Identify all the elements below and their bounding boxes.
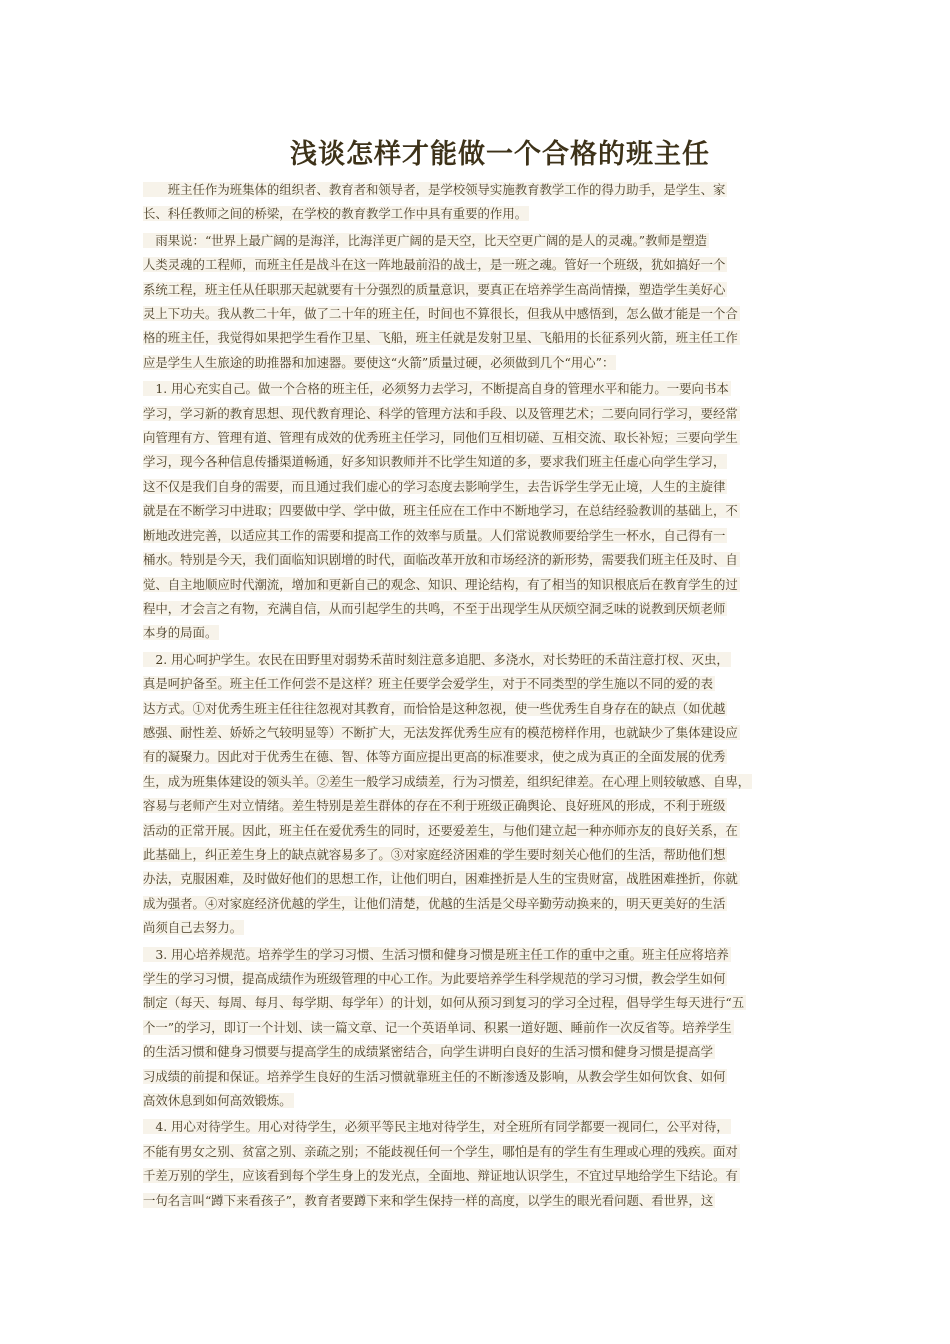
paragraph	[143, 229, 813, 375]
paragraph-line: 不能有男女之别、贫富之别、亲疏之别；不能歧视任何一个学生，哪怕是有的学生有生理或心理的残疾。面对	[143, 1143, 738, 1159]
paragraph-line: 就是在不断学习中进取；四要做中学、学中做，班主任应在工作中不断地学习，在总结经验教训的基础上，不	[143, 503, 738, 519]
paragraph-line: 个一”的学习，即订一个计划、读一篇文章、记一个英语单词、积累一道好题、睡前作一次反省等。培养学生	[143, 1019, 732, 1035]
paragraph-line: 觉、自主地顺应时代潮流，增加和更新自己的观念、知识、理论结构，有了相当的知识根底后在教育学生的过	[143, 576, 738, 592]
paragraph	[143, 178, 813, 227]
paragraph-line: 格的班主任，我觉得如果把学生看作卫星、飞船，班主任就是发射卫星、飞船用的长征系列火箭，班主任工作	[143, 330, 738, 346]
paragraph-line: 活动的正常开展。因此，班主任在爱优秀生的同时，还要爱差生，与他们建立起一种亦师亦友的良好关系，在	[143, 822, 738, 838]
paragraph-line: 尚须自己去努力。	[143, 920, 243, 936]
paragraph-line: 感强、耐性差、娇娇之气较明显等）不断扩大，无法发挥优秀生应有的模范榜样作用，也就缺少了集体建设应	[143, 724, 738, 740]
paragraph-line: 一句名言叫“蹲下来看孩子”，教育者要蹲下来和学生保持一样的高度，以学生的眼光看问题、看世界，这	[143, 1192, 714, 1208]
paragraph-line: 办法，克服困难，及时做好他们的思想工作，让他们明白，困难挫折是人生的宝贵财富，战胜困难挫折，你就	[143, 871, 738, 887]
paragraph-line: 桶水。特别是今天，我们面临知识剧增的时代，面临改革开放和市场经济的新形势，需要我们班主任及时、自	[143, 552, 738, 568]
paragraph-line: 4. 用心对待学生。用心对待学生，必须平等民主地对待学生，对全班所有同学都要一视同仁，公平对待，	[143, 1119, 729, 1135]
document-title: 浅谈怎样才能做一个合格的班主任	[290, 139, 710, 170]
paragraph-line: 本身的局面。	[143, 625, 218, 641]
paragraph-line: 此基础上，纠正差生身上的缺点就容易多了。③对家庭经济困难的学生要时刻关心他们的生活，帮助他们想	[143, 846, 726, 862]
paragraph	[143, 648, 813, 941]
paragraph-line: 习成绩的前提和保证。培养学生良好的生活习惯就靠班主任的不断渗透及影响，从教会学生如何饮食、如何	[143, 1068, 726, 1084]
paragraph-line: 应是学生人生旅途的助推器和加速器。要使这“火箭”质量过硬，必须做到几个“用心”：	[143, 354, 615, 370]
document-body	[143, 178, 813, 1213]
paragraph-line: 学生的学习习惯，提高成绩作为班级管理的中心工作。为此要培养学生科学规范的学习习惯，教会学生如何	[143, 971, 726, 986]
paragraph-line: 人类灵魂的工程师，而班主任是战斗在这一阵地最前沿的战士，是一班之魂。管好一个班级，犹如搞好一个	[143, 257, 726, 273]
paragraph	[143, 943, 813, 1114]
paragraph-line: 有的凝聚力。因此对于优秀生在德、智、体等方面应提出更高的标准要求，使之成为真正的全面发展的优秀	[143, 749, 726, 765]
paragraph-line: 生，成为班集体建设的领头羊。②差生一般学习成绩差，行为习惯差，组织纪律差。在心理上则较敏感、自卑，	[143, 773, 751, 789]
paragraph-line: 真是呵护备至。班主任工作何尝不是这样？班主任要学会爱学生，对于不同类型的学生施以不同的爱的表	[143, 676, 713, 692]
paragraph-line: 断地改进完善，以适应其工作的需要和提高工作的效率与质量。人们常说教师要给学生一杯水，自己得有一	[143, 527, 726, 543]
paragraph-line: 这不仅是我们自身的需要，而且通过我们虚心的学习态度去影响学生，去告诉学生学无止境，人生的主旋律	[143, 478, 726, 494]
paragraph-line: 长、科任教师之间的桥梁，在学校的教育教学工作中具有重要的作用。	[143, 206, 528, 222]
paragraph-line: 学习，现今各种信息传播渠道畅通，好多知识教师并不比学生知道的多，要求我们班主任虚心向学生学习，	[143, 454, 726, 470]
paragraph-line: 高效休息到如何高效锻炼。	[143, 1093, 292, 1109]
paragraph-line: 达方式。①对优秀生班主任往往忽视对其教育，而恰恰是这种忽视，使一些优秀生自身存在的缺点（如优越	[143, 700, 726, 716]
paragraph-line: 3. 用心培养规范。培养学生的学习习惯、生活习惯和健身习惯是班主任工作的重中之重。班主任应将培养	[143, 946, 729, 962]
paragraph-line: 学习，学习新的教育思想、现代教育理论、科学的管理方法和手段、以及管理艺术；二要向同行学习，要经常	[143, 405, 738, 421]
paragraph-line: 成为强者。④对家庭经济优越的学生，让他们清楚，优越的生活是父母辛勤劳动换来的，明天更美好的生活	[143, 895, 726, 911]
paragraph-line: 向管理有方、管理有道、管理有成效的优秀班主任学习，同他们互相切磋、互相交流、取长补短；三要向学生	[143, 430, 738, 446]
paragraph-line: 1. 用心充实自己。做一个合格的班主任，必须努力去学习，不断提高自身的管理水平和能力。一要向书本	[143, 381, 729, 397]
paragraph-line: 容易与老师产生对立情绪。差生特别是差生群体的存在不利于班级正确舆论、良好班风的形成，不利于班级	[143, 798, 726, 814]
paragraph-line: 制定（每天、每周、每月、每学期、每学年）的计划，如何从预习到复习的学习全过程，倡导学生每天进行“五	[143, 995, 745, 1011]
paragraph	[143, 377, 813, 645]
paragraph-line: 千差万别的学生，应该看到每个学生身上的发光点，全面地、辩证地认识学生，不宜过早地给学生下结论。有	[143, 1168, 738, 1184]
paragraph	[143, 1115, 813, 1213]
paragraph-line: 的生活习惯和健身习惯要与提高学生的成绩紧密结合，向学生讲明白良好的生活习惯和健身习惯是提高学	[143, 1044, 713, 1060]
paragraph-line: 灵上下功夫。我从教二十年，做了二十年的班主任，时间也不算很长，但我从中感悟到，怎么做才能是一个合	[143, 306, 738, 322]
paragraph-line: 系统工程，班主任从任职那天起就要有十分强烈的质量意识，要真正在培养学生高尚情操，塑造学生美好心	[143, 281, 726, 297]
paragraph-line: 雨果说：“世界上最广阔的是海洋，比海洋更广阔的是天空，比天空更广阔的是人的灵魂。”教师是塑造	[143, 232, 708, 248]
paragraph-line: 2. 用心呵护学生。农民在田野里对弱势禾苗时刻注意多追肥、多浇水，对长势旺的禾苗注意打杈、灭虫，	[143, 651, 729, 667]
paragraph-line: 程中，才会言之有物，充满自信，从而引起学生的共鸣，不至于出现学生从厌烦空洞乏味的说教到厌烦老师	[143, 600, 726, 616]
paragraph-line: 班主任作为班集体的组织者、教育者和领导者，是学校领导实施教育教学工作的得力助手，是学生、家	[143, 182, 726, 197]
